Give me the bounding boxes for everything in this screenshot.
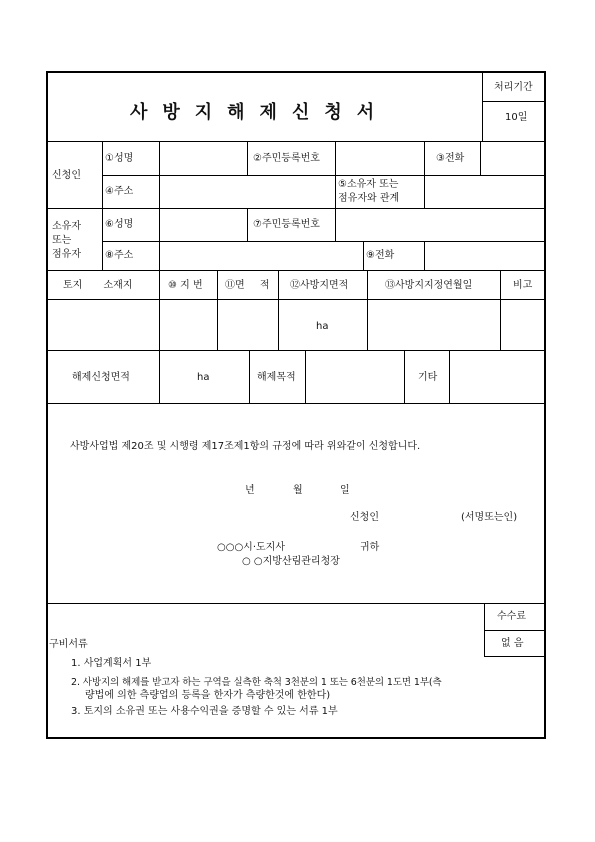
owner-phone-field[interactable] xyxy=(425,242,544,270)
divider xyxy=(424,141,425,175)
form-frame xyxy=(46,71,546,739)
date-year-label: 년 xyxy=(245,485,255,496)
other-label: 기타 xyxy=(418,372,438,383)
owner-resident-no-field[interactable] xyxy=(336,209,544,241)
release-area-unit: ha xyxy=(197,372,210,383)
required-documents-label: 구비서류 xyxy=(49,639,88,650)
applicant-sign-label: 신청인 xyxy=(350,512,379,523)
land-location-header: 토지 소재지 xyxy=(63,280,133,291)
document-item-3: 3. 토지의 소유권 또는 사용수익권을 증명할 수 있는 서류 1부 xyxy=(71,706,338,717)
owner-resident-no-label: ⑦주민등록번호 xyxy=(253,219,320,230)
divider xyxy=(47,603,545,604)
addressee-forest-office: ○ ○지방산림관리청장 xyxy=(242,556,340,567)
applicant-address-field[interactable] xyxy=(160,176,334,208)
land-location-cell[interactable] xyxy=(48,300,158,350)
release-purpose-field[interactable] xyxy=(306,351,403,403)
divider xyxy=(404,350,405,403)
owner-address-label: ⑧주소 xyxy=(105,250,134,261)
designation-date-header: ⑬사방지지정연월일 xyxy=(385,280,473,291)
applicant-resident-no-label: ②주민등록번호 xyxy=(253,153,320,164)
fee-label: 수수료 xyxy=(497,611,526,622)
addressee-governor: ○○○시·도지사 xyxy=(217,542,285,553)
relation-label-line1: ⑤소유자 또는 xyxy=(338,179,399,190)
lot-number-header: ⑩ 지 번 xyxy=(168,280,203,291)
owner-group-label-line3: 점유자 xyxy=(52,249,81,260)
processing-period-value: 10일 xyxy=(505,112,528,123)
signature-placeholder: (서명또는인) xyxy=(461,512,518,523)
remarks-header: 비고 xyxy=(513,280,533,291)
date-day-label: 일 xyxy=(340,485,350,496)
divider xyxy=(484,603,485,656)
applicant-phone-field[interactable] xyxy=(481,142,544,175)
divider xyxy=(102,141,103,270)
processing-period-label: 처리기간 xyxy=(494,82,533,93)
divider xyxy=(247,141,248,175)
divider xyxy=(47,270,545,271)
applicant-name-field[interactable] xyxy=(160,142,246,175)
other-field[interactable] xyxy=(450,351,544,403)
owner-name-label: ⑥성명 xyxy=(105,219,134,230)
owner-phone-label: ⑨전화 xyxy=(366,250,395,261)
addressee-honorific: 귀하 xyxy=(360,542,380,553)
applicant-name-label: ①성명 xyxy=(105,153,134,164)
divider xyxy=(47,141,545,142)
remarks-cell[interactable] xyxy=(501,300,544,350)
divider xyxy=(247,208,248,241)
document-item-2-line1: 2. 사방지의 해제를 받고자 하는 구역을 실측한 축척 3천분의 1 또는 6천분의 1도면 1부(측 xyxy=(71,677,442,688)
form-title: 사방지해제신청서 xyxy=(130,102,390,123)
lot-number-cell[interactable] xyxy=(160,300,216,350)
divider xyxy=(482,101,545,102)
area-cell[interactable] xyxy=(218,300,277,350)
release-purpose-label: 해제목적 xyxy=(257,372,296,383)
document-item-1: 1. 사업계획서 1부 xyxy=(71,658,152,669)
divider xyxy=(484,630,545,631)
relation-field[interactable] xyxy=(425,176,544,208)
applicant-phone-label: ③전화 xyxy=(436,153,465,164)
erosion-area-header: ⑫사방지면적 xyxy=(290,280,349,291)
divider xyxy=(47,403,545,404)
date-month-label: 월 xyxy=(293,485,303,496)
fee-value: 없 음 xyxy=(501,638,524,649)
owner-name-field[interactable] xyxy=(160,209,246,241)
divider xyxy=(363,241,364,270)
divider xyxy=(249,350,250,403)
area-header: ⑪면 적 xyxy=(225,280,270,291)
applicant-group-label: 신청인 xyxy=(52,170,81,181)
owner-group-label-line1: 소유자 xyxy=(52,221,81,232)
divider xyxy=(482,72,483,141)
applicant-resident-no-field[interactable] xyxy=(336,142,423,175)
release-area-label: 해제신청면적 xyxy=(72,372,130,383)
designation-date-cell[interactable] xyxy=(368,300,499,350)
applicant-address-label: ④주소 xyxy=(105,186,134,197)
declaration-text: 사방사업법 제20조 및 시행령 제17조제1항의 규정에 따라 위와같이 신청합니다. xyxy=(70,441,421,452)
owner-group-label-line2: 또는 xyxy=(52,235,72,246)
owner-address-field[interactable] xyxy=(160,242,362,270)
divider xyxy=(484,656,545,657)
erosion-area-unit: ha xyxy=(316,321,329,332)
divider xyxy=(335,175,336,208)
relation-label-line2: 점유자와 관계 xyxy=(338,193,400,204)
document-item-2-line2: 량법에 의한 측량업의 등록을 한자가 측량한것에 한한다) xyxy=(85,690,331,701)
